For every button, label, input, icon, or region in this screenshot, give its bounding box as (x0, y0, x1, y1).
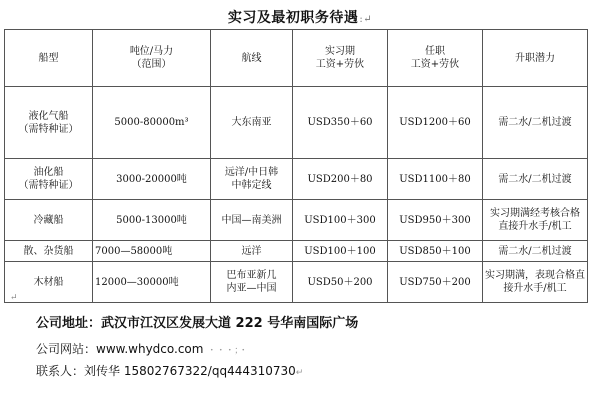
cell-promotion: 实习期满，表现合格直接升水手/机工 (483, 262, 588, 303)
cell-intern-pay: USD50＋200 (293, 262, 388, 303)
website-text: 公司网站：www.whydco.com (36, 342, 204, 356)
cell-tonnage: 5000-80000m³ (93, 87, 211, 159)
cell-officer-pay: USD950＋300 (388, 200, 483, 241)
header-officer-pay: 任职 工资+劳伙 (388, 30, 483, 87)
table-row (5, 200, 588, 241)
cell-ship-type: 冷藏船 (5, 200, 93, 241)
company-address: 公司地址：武汉市江汉区发展大道 222 号华南国际广场 (36, 316, 359, 331)
cell-tonnage: 7000—58000吨 (93, 241, 211, 262)
cell-tonnage: 3000-20000吨 (93, 159, 211, 200)
cell-intern-pay: USD200＋80 (293, 159, 388, 200)
cell-officer-pay: USD1200＋60 (388, 87, 483, 159)
cell-route: 远洋/中日韩 中韩定线 (211, 159, 293, 200)
cell-officer-pay: USD850＋100 (388, 241, 483, 262)
cell-officer-pay: USD750＋200 (388, 262, 483, 303)
company-website (36, 340, 248, 357)
table-row (5, 87, 588, 159)
website-dots: ・・・；・ (207, 346, 248, 356)
cell-intern-pay: USD350＋60 (293, 87, 388, 159)
cell-promotion: 需二水/二机过渡 (483, 241, 588, 262)
cell-intern-pay: USD100＋300 (293, 200, 388, 241)
cell-route: 大东南亚 (211, 87, 293, 159)
treatment-table (4, 29, 588, 303)
contact-person (36, 362, 303, 379)
page-title (0, 7, 600, 27)
cell-route: 远洋 (211, 241, 293, 262)
table-row (5, 262, 588, 303)
title-text: 实习及最初职务待遇 (227, 10, 359, 26)
paragraph-mark: ↵ (295, 368, 304, 378)
cell-route: 巴布亚新几 内亚—中国 (211, 262, 293, 303)
header-promotion: 升职潜力 (483, 30, 588, 87)
cell-ship-type: 油化船 （需特种证） (5, 159, 93, 200)
header-ship-type: 船型 (5, 30, 93, 87)
cell-officer-pay: USD1100＋80 (388, 159, 483, 200)
table-row (5, 241, 588, 262)
cell-ship-type: 液化气船 （需特种证） (5, 87, 93, 159)
cell-ship-type: 散、杂货船 (5, 241, 93, 262)
cell-ship-type: 木材船 (5, 262, 93, 303)
cell-promotion: 实习期满经考核合格 直接升水手/机工 (483, 200, 588, 241)
paragraph-mark: :↵ (359, 14, 373, 25)
header-tonnage: 吨位/马力 （范围） (93, 30, 211, 87)
cell-promotion: 需二水/二机过渡 (483, 87, 588, 159)
paragraph-mark: ↵ (10, 293, 18, 303)
cell-tonnage: 12000—30000吨 (93, 262, 211, 303)
header-route: 航线 (211, 30, 293, 87)
cell-promotion: 需二水/二机过渡 (483, 159, 588, 200)
table-row (5, 159, 588, 200)
table-header-row (5, 30, 588, 87)
header-intern-pay: 实习期 工资+劳伙 (293, 30, 388, 87)
cell-tonnage: 5000-13000吨 (93, 200, 211, 241)
contact-text: 联系人：刘传华 15802767322/qq444310730 (36, 364, 296, 378)
cell-intern-pay: USD100＋100 (293, 241, 388, 262)
cell-route: 中国—南美洲 (211, 200, 293, 241)
